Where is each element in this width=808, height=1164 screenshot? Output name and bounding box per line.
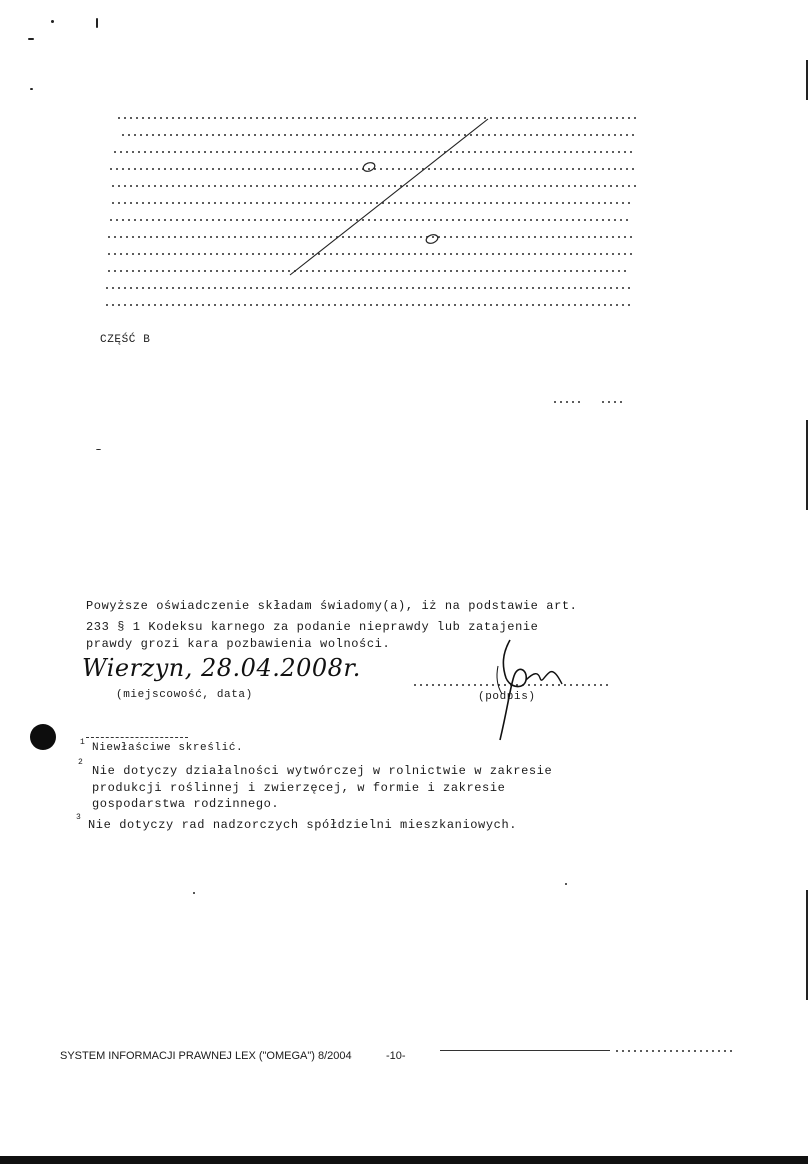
scan-speck <box>51 20 54 23</box>
footnote-2-line-2: produkcji roślinnej i zwierzęcej, w formie i zakresie <box>92 781 506 795</box>
statement-line-2: 233 § 1 Kodeksu karnego za podanie nieprawdy lub zatajenie <box>86 620 539 634</box>
footnote-2-marker: 2 <box>78 758 84 767</box>
place-date-label: (miejscowość, data) <box>116 689 253 701</box>
statement-line-1: Powyższe oświadczenie składam świadomy(a), iż na podstawie art. <box>86 599 578 613</box>
strike-through-mark <box>280 115 500 285</box>
footer-page-number: -10- <box>386 1050 406 1062</box>
dotted-line <box>104 304 630 306</box>
scan-speck <box>565 883 567 885</box>
scan-speck <box>193 892 195 894</box>
footnote-rule <box>86 737 188 738</box>
scan-dots <box>600 401 624 403</box>
footnote-1-marker: 1 <box>80 738 86 747</box>
scan-speck <box>96 18 98 28</box>
footnote-3-marker: 3 <box>76 813 82 822</box>
handwritten-place-date: Wierzyn, 28.04.2008r. <box>82 654 361 682</box>
footer-dashes <box>614 1050 732 1052</box>
footer-rule <box>440 1050 610 1051</box>
scan-speck <box>28 38 34 40</box>
scan-dots <box>552 401 582 403</box>
scan-speck <box>96 449 101 450</box>
footnote-2-line-3: gospodarstwa rodzinnego. <box>92 797 280 811</box>
footnote-2-line-1: Nie dotyczy działalności wytwórczej w rolnictwie w zakresie <box>92 764 553 778</box>
scan-speck <box>30 88 33 90</box>
section-heading: CZĘŚĆ B <box>100 334 151 346</box>
footnote-3-text: Nie dotyczy rad nadzorczych spółdzielni mieszkaniowych. <box>88 818 518 832</box>
punch-hole <box>30 724 56 750</box>
footer-source: SYSTEM INFORMACJI PRAWNEJ LEX ("OMEGA") 8/2004 <box>60 1050 352 1062</box>
footnote-1-text: Niewłaściwe skreślić. <box>92 742 244 754</box>
scan-bottom-edge <box>0 1156 808 1164</box>
signature-label: (podpis) <box>478 691 536 703</box>
dotted-line <box>104 287 630 289</box>
statement-line-3: prawdy grozi kara pozbawienia wolności. <box>86 637 391 651</box>
